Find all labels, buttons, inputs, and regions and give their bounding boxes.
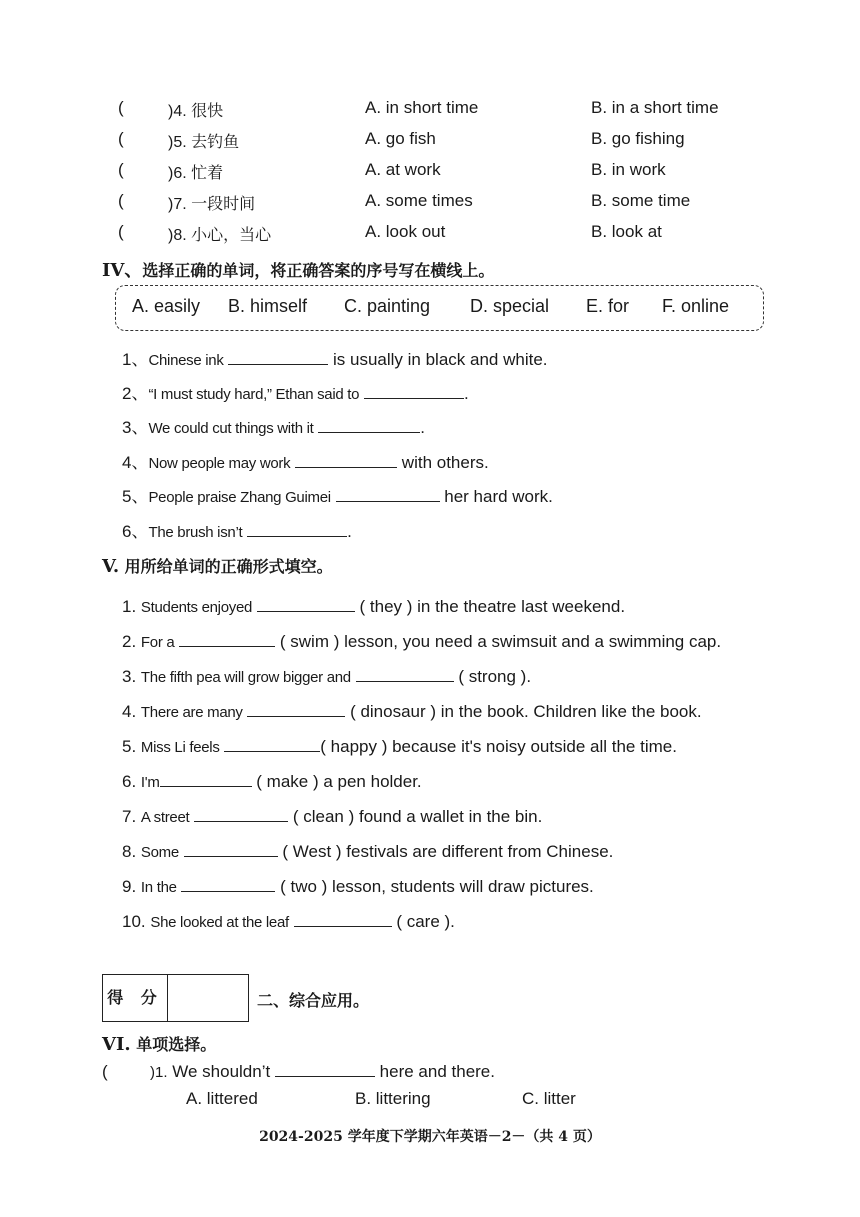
section-6-title: VI. 单项选择。 bbox=[102, 1034, 217, 1055]
answer-blank[interactable] bbox=[247, 522, 347, 537]
question-number: )4. bbox=[168, 103, 187, 120]
answer-blank[interactable] bbox=[295, 453, 397, 468]
score-box bbox=[102, 974, 249, 1022]
matching-row bbox=[0, 222, 860, 248]
matching-row bbox=[0, 98, 860, 124]
answer-paren[interactable]: ( bbox=[102, 1062, 108, 1081]
answer-blank[interactable] bbox=[294, 912, 392, 927]
matching-row bbox=[0, 191, 860, 217]
answer-blank[interactable] bbox=[257, 597, 355, 612]
question-row: 2、“I must study hard,” Ethan said to . bbox=[122, 384, 469, 403]
question-row: 7. A street ( clean ) found a wallet in the bin. bbox=[122, 807, 543, 826]
option-a: A. littered bbox=[186, 1089, 258, 1108]
option-a: A. some times bbox=[365, 191, 473, 210]
chinese-phrase: 很快 bbox=[191, 103, 224, 120]
option-a: A. in short time bbox=[365, 98, 479, 117]
chinese-phrase: 一段时间 bbox=[191, 196, 256, 213]
question-row: 1. Students enjoyed ( they ) in the theatre last weekend. bbox=[122, 597, 626, 616]
answer-blank[interactable] bbox=[318, 418, 420, 433]
answer-blank[interactable] bbox=[228, 350, 328, 365]
answer-blank[interactable] bbox=[336, 487, 440, 502]
option-a: A. go fish bbox=[365, 129, 436, 148]
word-option: F. online bbox=[662, 296, 730, 316]
answer-blank[interactable] bbox=[247, 702, 345, 717]
question-number: )5. bbox=[168, 134, 187, 151]
answer-blank[interactable] bbox=[364, 384, 464, 399]
answer-blank[interactable] bbox=[184, 842, 278, 857]
option-c: C. litter bbox=[522, 1089, 576, 1108]
part-two-title: 二、综合应用。 bbox=[257, 991, 370, 1010]
score-label: 得 分 bbox=[103, 975, 168, 1021]
answer-blank[interactable] bbox=[194, 807, 288, 822]
chinese-phrase: 忙着 bbox=[191, 165, 224, 182]
answer-paren[interactable]: ( bbox=[118, 98, 124, 117]
word-bank-box bbox=[115, 285, 764, 331]
question-number: )6. bbox=[168, 165, 187, 182]
answer-paren[interactable]: ( bbox=[118, 160, 124, 179]
word-option: E. for bbox=[586, 296, 630, 316]
option-b: B. look at bbox=[591, 222, 662, 241]
answer-blank[interactable] bbox=[224, 737, 320, 752]
option-a: A. at work bbox=[365, 160, 441, 179]
option-b: B. littering bbox=[355, 1089, 431, 1108]
option-b: B. in a short time bbox=[591, 98, 719, 117]
answer-paren[interactable]: ( bbox=[118, 191, 124, 210]
section-4-title: IV、选择正确的单词，将正确答案的序号写在横线上。 bbox=[102, 260, 495, 281]
section-5-title: V. 用所给单词的正确形式填空。 bbox=[102, 556, 333, 577]
answer-blank[interactable] bbox=[181, 877, 275, 892]
matching-row bbox=[0, 129, 860, 155]
answer-paren[interactable]: ( bbox=[118, 129, 124, 148]
matching-row bbox=[0, 160, 860, 186]
question-row: 3、We could cut things with it . bbox=[122, 418, 425, 437]
word-option: A. easily bbox=[132, 296, 201, 316]
question-row: 2. For a ( swim ) lesson, you need a swimsuit and a swimming cap. bbox=[122, 632, 722, 651]
question-row: 4. There are many ( dinosaur ) in the book. Children like the book. bbox=[122, 702, 702, 721]
answer-blank[interactable] bbox=[160, 772, 252, 787]
answer-blank[interactable] bbox=[179, 632, 275, 647]
word-option: C. painting bbox=[344, 296, 431, 316]
option-b: B. in work bbox=[591, 160, 666, 179]
question-row: 6. I'm ( make ) a pen holder. bbox=[122, 772, 422, 791]
question-row: 8. Some ( West ) festivals are different from Chinese. bbox=[122, 842, 614, 861]
answer-blank[interactable] bbox=[356, 667, 454, 682]
answer-blank[interactable] bbox=[275, 1062, 375, 1077]
page-footer: 2024-2025 学年度下学期六年英语－2－（共 4 页） bbox=[259, 1129, 601, 1145]
question-number: )8. bbox=[168, 227, 187, 244]
option-a: A. look out bbox=[365, 222, 446, 241]
question-row: 5、People praise Zhang Guimei her hard work. bbox=[122, 487, 553, 506]
option-b: B. go fishing bbox=[591, 129, 685, 148]
question-number: )7. bbox=[168, 196, 187, 213]
question-row: 6、The brush isn’t . bbox=[122, 522, 352, 541]
question-row: )1. We shouldn’t here and there. bbox=[150, 1062, 495, 1081]
word-option: B. himself bbox=[228, 296, 308, 316]
word-option: D. special bbox=[470, 296, 550, 316]
question-row: 9. In the ( two ) lesson, students will draw pictures. bbox=[122, 877, 594, 896]
chinese-phrase: 小心，当心 bbox=[191, 227, 272, 244]
question-row: 5. Miss Li feels ( happy ) because it's noisy outside all the time. bbox=[122, 737, 677, 756]
question-row: 10. She looked at the leaf ( care ). bbox=[122, 912, 455, 931]
answer-paren[interactable]: ( bbox=[118, 222, 124, 241]
option-b: B. some time bbox=[591, 191, 691, 210]
chinese-phrase: 去钓鱼 bbox=[191, 134, 240, 151]
question-row: 1、Chinese ink is usually in black and white. bbox=[122, 350, 548, 369]
question-row: 4、Now people may work with others. bbox=[122, 453, 489, 472]
question-row: 3. The fifth pea will grow bigger and ( strong ). bbox=[122, 667, 532, 686]
